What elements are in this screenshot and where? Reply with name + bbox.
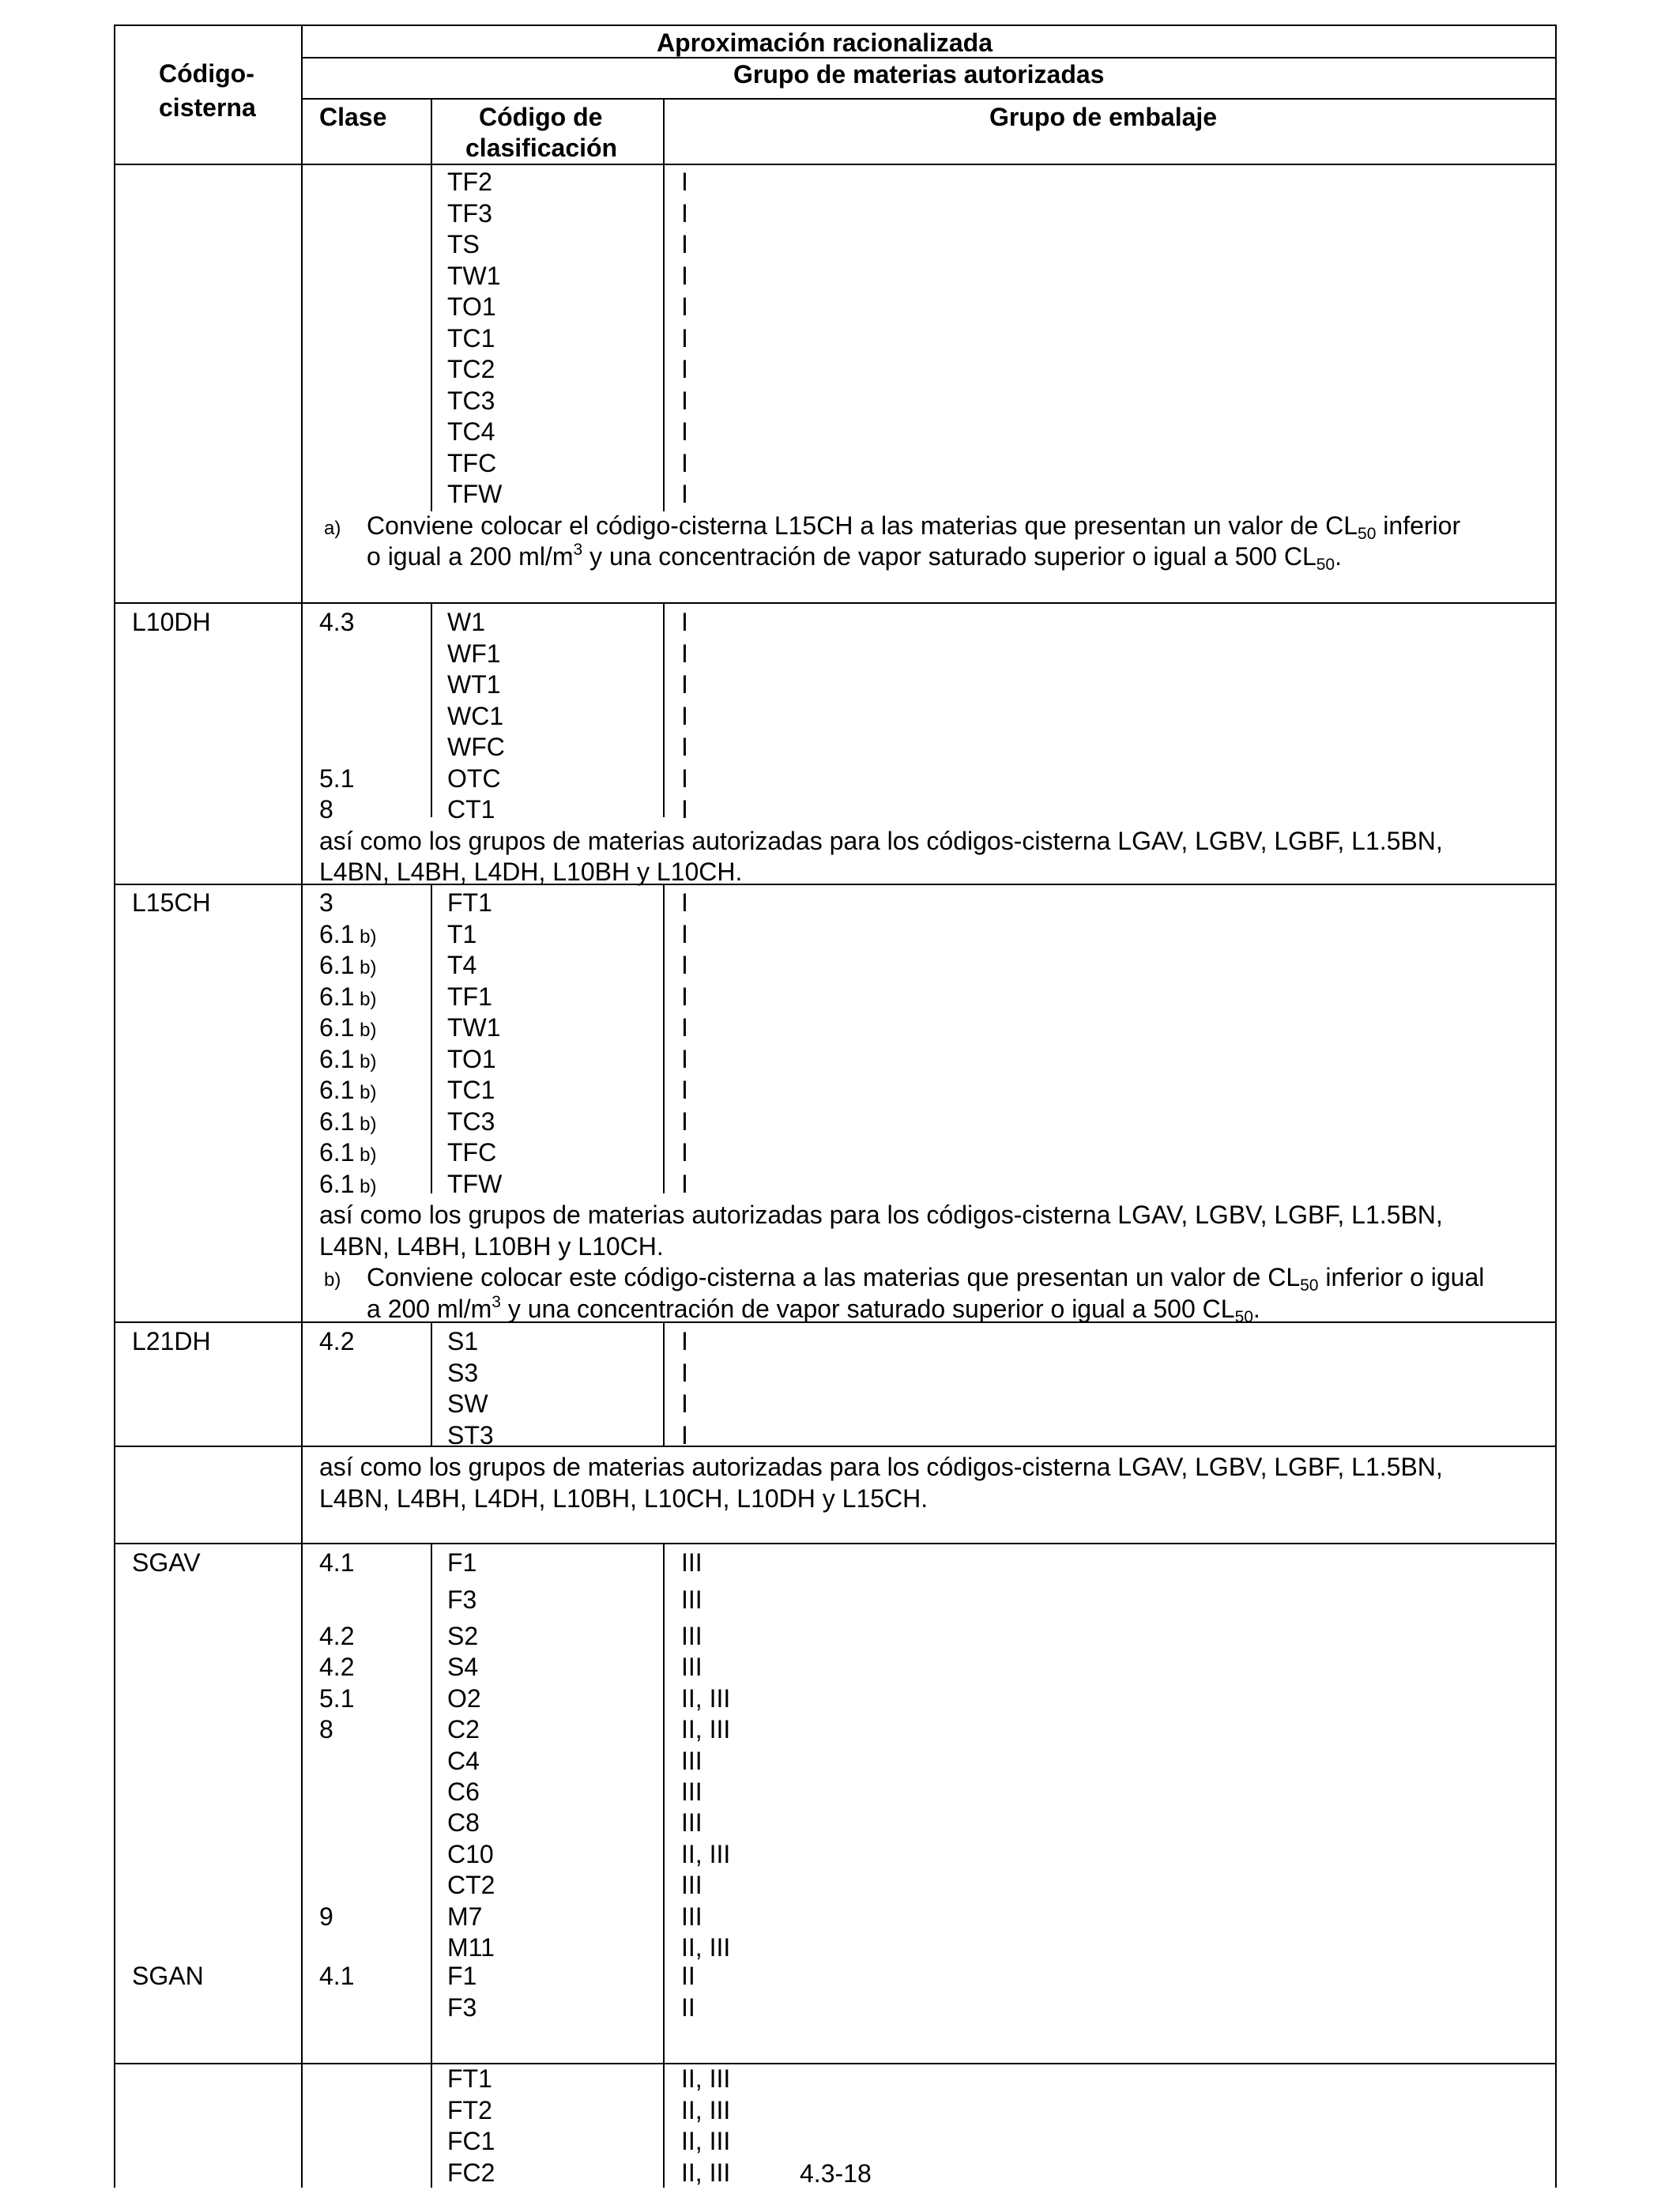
classification-code-cell: T1 [447,919,477,948]
footnote-ref: b) [354,988,377,1010]
footnote-ref: b) [354,1113,377,1135]
rule-col-3c [663,884,665,1193]
footnote-ref: b) [354,1082,377,1103]
rule-col-2c [431,884,432,1193]
rule-right [1555,25,1557,2188]
class-cell: 9 [319,1902,333,1931]
classification-code-cell: M7 [447,1902,483,1931]
packing-group-cell: III [681,1653,703,1681]
rule-col-2a [431,98,432,511]
classification-code-cell: TW1 [447,1013,501,1042]
footnote-ref: b) [354,957,377,978]
class-cell: 6.1 b) [319,951,377,979]
packing-group-cell: I [681,888,688,917]
packing-group-cell: III [681,1871,703,1899]
packing-group-cell: II, III [681,1933,731,1962]
class-cell: 6.1 b) [319,982,377,1011]
rule-left [114,25,115,2188]
class-cell: 6.1 b) [319,1076,377,1104]
packing-group-cell: I [681,639,688,668]
classification-code-cell: TC3 [447,386,495,415]
classification-code-cell: TC2 [447,355,495,383]
header-tank-code-1: Código- [159,59,254,88]
rule-block-5 [114,1543,1557,1544]
packing-group-cell: III [681,1548,703,1577]
rule-col-2d [431,1321,432,1446]
packing-group-cell: I [681,1389,688,1418]
also-authorized-text: L4BN, L4BH, L4DH, L10BH y L10CH. [319,858,743,886]
classification-code-cell: CT2 [447,1871,495,1899]
classification-code-cell: TO1 [447,292,496,321]
packing-group-cell: III [681,1902,703,1931]
packing-group-cell: I [681,670,688,699]
also-authorized-text: L4BN, L4BH, L4DH, L10BH, L10CH, L10DH y L15CH. [319,1483,929,1513]
class-cell: 4.2 [319,1622,355,1650]
class-cell: 4.1 [319,1962,355,1990]
packing-group-cell: III [681,1622,703,1650]
rule-header-2 [301,98,1557,100]
packing-group-cell: I [681,733,688,761]
rule-col-3e [663,1543,665,2188]
class-cell: 8 [319,795,333,824]
packing-group-cell: I [681,1169,688,1198]
rule-col-3a [663,98,665,511]
classification-code-cell: TFW [447,1169,503,1198]
classification-code-cell: WT1 [447,670,501,699]
footnote-ref: b) [354,1020,377,1041]
classification-code-cell: TO1 [447,1044,496,1073]
packing-group-cell: I [681,951,688,979]
packing-group-cell: III [681,1747,703,1775]
classification-code-cell: C4 [447,1747,480,1775]
header-class: Clase [319,103,387,131]
packing-group-cell: I [681,261,688,290]
class-cell: 6.1 b) [319,1169,377,1198]
table-title: Aproximación racionalizada [657,28,993,57]
packing-group-cell: I [681,1138,688,1167]
packing-group-cell: II, III [681,1684,731,1713]
classification-code-cell: TS [447,230,480,258]
classification-code-cell: WC1 [447,701,504,730]
rule-col-3b [663,602,665,817]
footnote-text: Conviene colocar este código-cisterna a las materias que presentan un valor de $CL_{50}$ inferior o igual [367,1263,1485,1295]
footnote-ref: b) [354,1144,377,1166]
packing-group-cell: II, III [681,2095,731,2124]
classification-code-cell: F3 [447,1585,477,1614]
classification-code-cell: CT1 [447,795,495,824]
class-cell: 3 [319,888,333,917]
footnote-marker: b) [324,1269,341,1291]
classification-code-cell: C10 [447,1840,494,1868]
also-authorized-text: así como los grupos de materias autorizadas para los códigos-cisterna LGAV, LGBV, LGBF, L1.5BN, [319,1201,1443,1229]
packing-group-cell: I [681,919,688,948]
classification-code-cell: TF3 [447,198,492,228]
also-authorized-text: L4BN, L4BH, L10BH y L10CH. [319,1231,664,1261]
packing-group-cell: III [681,1777,703,1806]
packing-group-cell: I [681,198,688,228]
classification-code-cell: O2 [447,1684,481,1713]
classification-code-cell: TW1 [447,261,501,290]
class-cell: 6.1 b) [319,1044,377,1073]
classification-code-cell: M11 [447,1933,495,1962]
footnote-text: Conviene colocar el código-cisterna L15CH a las materias que presentan un valor de $CL_{50}$ inferior [367,511,1461,543]
packing-group-cell: I [681,1106,688,1136]
packing-group-cell: I [681,230,688,258]
classification-code-cell: WF1 [447,639,501,668]
class-cell: 6.1 b) [319,919,377,948]
packing-group-cell: I [681,608,688,636]
tank-code-cell: L21DH [132,1327,211,1355]
also-authorized-text: así como los grupos de materias autorizadas para los códigos-cisterna LGAV, LGBV, LGBF, L1.5BN, [319,1453,1443,1481]
classification-code-cell: TF1 [447,982,492,1011]
classification-code-cell: FT2 [447,2095,492,2124]
packing-group-cell: I [681,417,688,446]
packing-group-cell: I [681,386,688,415]
classification-code-cell: TC4 [447,417,495,446]
class-cell: 4.3 [319,608,355,636]
tank-code-cell: L15CH [132,888,211,917]
packing-group-cell: III [681,1808,703,1837]
classification-code-cell: F1 [447,1548,477,1577]
header-code-1: Código de [479,103,603,131]
classification-code-cell: TFC [447,448,497,477]
packing-group-cell: I [681,1013,688,1042]
classification-code-cell: FC1 [447,2127,495,2155]
packing-group-cell: I [681,1327,688,1355]
header-packing: Grupo de embalaje [989,103,1218,131]
header-tank-code-2: cisterna [159,93,256,122]
packing-group-cell: I [681,763,688,793]
classification-code-cell: SW [447,1389,488,1418]
classification-code-cell: FT1 [447,888,492,917]
packing-group-cell: I [681,701,688,730]
classification-code-cell: C6 [447,1777,480,1806]
packing-group-cell: I [681,982,688,1011]
classification-code-cell: OTC [447,763,501,793]
rule-col-3d [663,1321,665,1446]
class-cell: 4.2 [319,1327,355,1355]
header-code-2: clasificación [465,134,618,162]
classification-code-cell: F3 [447,1992,477,2022]
tank-code-cell: SGAV [132,1548,201,1577]
packing-group-cell: III [681,1585,703,1614]
classification-code-cell: TC3 [447,1106,495,1136]
packing-group-cell: II, III [681,2064,731,2093]
footnote-ref: b) [354,925,377,948]
packing-group-cell: I [681,480,688,508]
header-group: Grupo de materias autorizadas [733,60,1105,89]
classification-code-cell: TC1 [447,323,495,352]
rule-block-4 [114,1446,1557,1447]
rule-header-bottom [114,164,1557,165]
packing-group-cell: I [681,355,688,383]
rule-col-1 [301,25,303,2188]
footnote-marker: a) [324,517,341,539]
class-cell: 5.1 [319,763,355,793]
classification-code-cell: S4 [447,1653,479,1681]
packing-group-cell: II [681,1962,695,1990]
packing-group-cell: I [681,168,688,196]
packing-group-cell: II, III [681,2158,731,2187]
packing-group-cell: II, III [681,1840,731,1868]
rule-block-1 [114,602,1557,604]
class-cell: 6.1 b) [319,1013,377,1042]
classification-code-cell: TC1 [447,1076,495,1104]
packing-group-cell: I [681,1420,688,1449]
packing-group-cell: I [681,795,688,824]
class-cell: 6.1 b) [319,1138,377,1167]
also-authorized-text: así como los grupos de materias autorizadas para los códigos-cisterna LGAV, LGBV, LGBF, L1.5BN, [319,826,1443,855]
classification-code-cell: S1 [447,1327,479,1355]
classification-code-cell: TFC [447,1138,497,1167]
classification-code-cell: FC2 [447,2158,495,2187]
footnote-ref: b) [354,1050,377,1072]
classification-code-cell: TF2 [447,168,492,196]
classification-code-cell: ST3 [447,1420,494,1449]
classification-code-cell: T4 [447,951,477,979]
rule-header-1 [301,57,1557,58]
classification-code-cell: C8 [447,1808,480,1837]
page-number: 4.3-18 [800,2159,872,2188]
rule-top [114,25,1557,26]
packing-group-cell: II [681,1992,695,2022]
class-cell: 6.1 b) [319,1106,377,1136]
classification-code-cell: S3 [447,1358,479,1387]
footnote-text: o igual a 200 $ml/m^3$ y una concentración de vapor saturado superior o igual a 500 $CL_{50}$. [367,541,1342,574]
class-cell: 8 [319,1715,333,1744]
packing-group-cell: I [681,292,688,321]
rule-block-6 [114,2063,1557,2064]
tank-code-cell: SGAN [132,1962,204,1990]
classification-code-cell: W1 [447,608,485,636]
rule-col-2b [431,602,432,817]
packing-group-cell: I [681,1076,688,1104]
tank-code-cell: L10DH [132,608,211,636]
classification-code-cell: F1 [447,1962,477,1990]
class-cell: 4.1 [319,1548,355,1577]
classification-code-cell: TFW [447,480,503,508]
footnote-ref: b) [354,1175,377,1197]
packing-group-cell: I [681,323,688,352]
classification-code-cell: FT1 [447,2064,492,2093]
rule-col-2e [431,1543,432,2188]
packing-group-cell: II, III [681,1715,731,1744]
classification-code-cell: S2 [447,1622,479,1650]
packing-group-cell: I [681,1358,688,1387]
packing-group-cell: I [681,448,688,477]
packing-group-cell: I [681,1044,688,1073]
classification-code-cell: WFC [447,733,505,761]
packing-group-cell: II, III [681,2127,731,2155]
class-cell: 4.2 [319,1653,355,1681]
classification-code-cell: C2 [447,1715,480,1744]
class-cell: 5.1 [319,1684,355,1713]
footnote-text: a 200 $ml/m^3$ y una concentración de vapor saturado superior o igual a 500 $CL_{50}$. [367,1292,1260,1326]
